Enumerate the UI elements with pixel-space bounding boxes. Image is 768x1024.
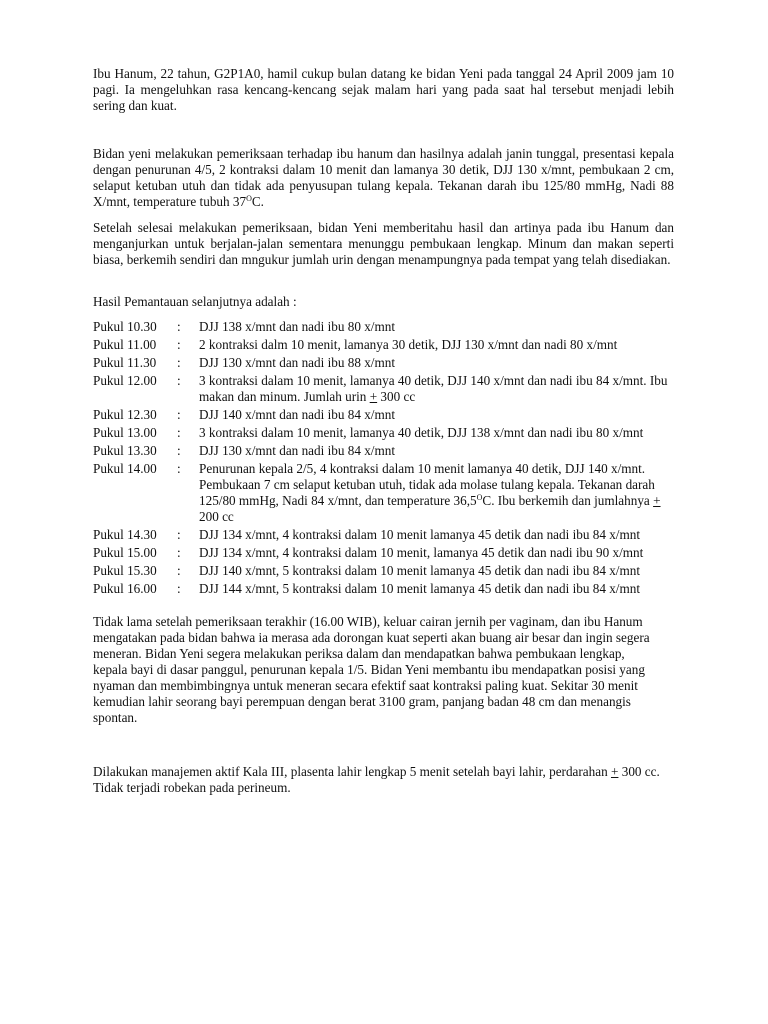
schedule-colon: : — [177, 545, 181, 560]
schedule-row — [93, 461, 683, 525]
monitoring-heading: Hasil Pemantauan selanjutnya adalah : — [93, 294, 297, 309]
schedule-description: DJJ 130 x/mnt dan nadi ibu 84 x/mnt — [199, 443, 395, 458]
schedule-description: DJJ 134 x/mnt, 4 kontraksi dalam 10 menit lamanya 45 detik dan nadi ibu 84 x/mnt — [199, 527, 640, 542]
schedule-description-text: 3 kontraksi dalam 10 menit, lamanya 40 detik, DJJ 140 x/mnt dan nadi ibu 84 x/mnt. Ibu makan dan minum. Jumlah urin — [199, 373, 668, 404]
schedule-colon: : — [177, 337, 181, 352]
third-stage-paragraph — [93, 764, 674, 796]
schedule-time: Pukul 13.30 — [93, 443, 157, 458]
schedule-description: DJJ 140 x/mnt dan nadi ibu 84 x/mnt — [199, 407, 395, 422]
schedule-time: Pukul 15.30 — [93, 563, 157, 578]
schedule-time: Pukul 14.30 — [93, 527, 157, 542]
schedule-time: Pukul 11.00 — [93, 337, 157, 352]
monitoring-schedule — [93, 319, 683, 599]
schedule-colon: : — [177, 581, 181, 596]
degree-superscript: O — [476, 493, 483, 502]
schedule-colon: : — [177, 373, 181, 388]
schedule-colon: : — [177, 527, 181, 542]
schedule-description: DJJ 140 x/mnt, 5 kontraksi dalam 10 menit lamanya 45 detik dan nadi ibu 84 x/mnt — [199, 563, 640, 578]
advice-paragraph: Setelah selesai melakukan pemeriksaan, bidan Yeni memberitahu hasil dan artinya pada ibu Hanum dan menganjurkan untuk berjalan-jalan sementara menunggu pembukaan lengkap. Minum dan makan seperti biasa, berkemih sendiri dan mngukur jumlah urin dengan menampungnya pada tempat yang telah disediakan. — [93, 220, 674, 267]
degree-superscript: O — [246, 194, 252, 203]
examination-paragraph — [93, 146, 674, 210]
schedule-description: DJJ 130 x/mnt dan nadi ibu 88 x/mnt — [199, 355, 395, 370]
schedule-time: Pukul 10.30 — [93, 319, 157, 334]
schedule-row — [93, 581, 683, 597]
schedule-row — [93, 545, 683, 561]
schedule-description-text: Penurunan kepala 2/5, 4 kontraksi dalam 10 menit lamanya 40 detik, DJJ 140 x/mnt. Pembukaan 7 cm selaput ketuban utuh, tidak ada molase tulang kepala. Tekanan darah 125/80 mmHg, Nadi 84 x/mnt, dan temperature 36,5 — [199, 461, 655, 508]
schedule-description: DJJ 134 x/mnt, 4 kontraksi dalam 10 menit, lamanya 45 detik dan nadi ibu 90 x/mnt — [199, 545, 644, 560]
schedule-row — [93, 373, 683, 405]
schedule-description — [199, 373, 683, 405]
schedule-time: Pukul 12.00 — [93, 373, 157, 388]
schedule-time: Pukul 12.30 — [93, 407, 157, 422]
schedule-row — [93, 563, 683, 579]
schedule-row — [93, 355, 683, 371]
schedule-description-text-middle: C. Ibu berkemih dan jumlahnya — [482, 493, 654, 508]
schedule-colon: : — [177, 407, 181, 422]
schedule-description: 2 kontraksi dalm 10 menit, lamanya 30 detik, DJJ 130 x/mnt dan nadi 80 x/mnt — [199, 337, 618, 352]
schedule-time: Pukul 15.00 — [93, 545, 157, 560]
schedule-time: Pukul 11.30 — [93, 355, 157, 370]
schedule-time: Pukul 13.00 — [93, 425, 157, 440]
schedule-row — [93, 407, 683, 423]
schedule-colon: : — [177, 425, 181, 440]
examination-text: Bidan yeni melakukan pemeriksaan terhadap ibu hanum dan hasilnya adalah janin tunggal, presentasi kepala dengan penurunan 4/5, 2 kontraksi dalam 10 menit dan lamanya 30 detik, DJJ 130 x/mnt, pembukaan 2 cm, selaput ketuban utuh dan tidak ada penyusupan tulang kepala. Tekanan darah ibu 125/80 mmHg, Nadi 88 X/mnt, temperature tubuh 37 — [93, 146, 674, 209]
schedule-colon: : — [177, 443, 181, 458]
schedule-row — [93, 425, 683, 441]
schedule-colon: : — [177, 563, 181, 578]
plus-minus-symbol: + — [369, 389, 378, 404]
schedule-description-text-end: 300 cc — [377, 389, 416, 404]
schedule-colon: : — [177, 461, 181, 476]
schedule-colon: : — [177, 319, 181, 334]
case-intro-paragraph: Ibu Hanum, 22 tahun, G2P1A0, hamil cukup bulan datang ke bidan Yeni pada tanggal 24 April 2009 jam 10 pagi. Ia mengeluhkan rasa kencang-kencang sejak malam hari yang pada saat hal tersebut menjadi lebih sering dan kuat. — [93, 66, 674, 113]
schedule-time: Pukul 14.00 — [93, 461, 157, 476]
schedule-description-text-end: 200 cc — [199, 509, 234, 524]
plus-minus-symbol: + — [610, 764, 619, 779]
third-stage-text: Dilakukan manajemen aktif Kala III, plasenta lahir lengkap 5 menit setelah bayi lahir, perdarahan — [93, 764, 611, 779]
schedule-row — [93, 527, 683, 543]
delivery-paragraph: Tidak lama setelah pemeriksaan terakhir (16.00 WIB), keluar cairan jernih per vaginam, dan ibu Hanum mengatakan pada bidan bahwa ia merasa ada dorongan kuat seperti akan buang air besar dan ingin segera meneran. Bidan Yeni segera melakukan periksa dalam dan mendapatkan bahwa pembukaan lengkap, kepala bayi di dasar panggul, penurunan kepala 1/5. Bidan Yeni membantu ibu mendapatkan posisi yang nyaman dan membimbingnya untuk meneran secara efektif saat kontraksi paling kuat. Sekitar 30 menit kemudian lahir seorang bayi perempuan dengan berat 3100 gram, panjang badan 48 cm dan menangis spontan. — [93, 614, 650, 725]
schedule-colon: : — [177, 355, 181, 370]
third-stage-text-end: 300 cc. Tidak terjadi robekan pada perineum. — [93, 764, 660, 795]
examination-text-end: C. — [251, 194, 264, 209]
schedule-description: 3 kontraksi dalam 10 menit, lamanya 40 detik, DJJ 138 x/mnt dan nadi ibu 80 x/mnt — [199, 425, 644, 440]
schedule-row — [93, 443, 683, 459]
schedule-row — [93, 319, 683, 335]
schedule-description: DJJ 144 x/mnt, 5 kontraksi dalam 10 menit lamanya 45 detik dan nadi ibu 84 x/mnt — [199, 581, 640, 596]
plus-minus-symbol: + — [653, 493, 661, 508]
schedule-time: Pukul 16.00 — [93, 581, 157, 596]
schedule-row — [93, 337, 683, 353]
schedule-description: DJJ 138 x/mnt dan nadi ibu 80 x/mnt — [199, 319, 395, 334]
schedule-description — [199, 461, 683, 525]
